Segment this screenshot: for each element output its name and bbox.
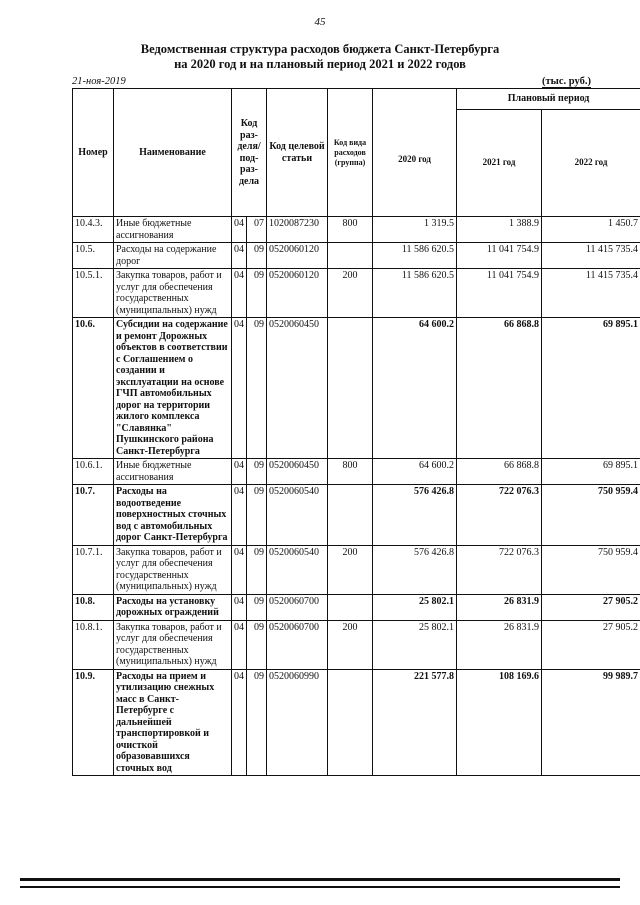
row-target-code: 1020087230 bbox=[267, 217, 328, 243]
row-name: Расходы на содержание дорог bbox=[114, 243, 232, 269]
row-razdel: 04 bbox=[232, 217, 247, 243]
row-amount-2021: 722 076.3 bbox=[457, 545, 542, 594]
row-number: 10.5.1. bbox=[73, 269, 114, 318]
row-target-code: 0520060990 bbox=[267, 669, 328, 776]
row-name: Расходы на прием и утилизацию снежных масс в Санкт-Петербурге с дальнейшей транспортировкой и очисткой образовавшихся сточных вод bbox=[114, 669, 232, 776]
row-vid-code: 800 bbox=[328, 217, 373, 243]
units-label: (тыс. руб.) bbox=[542, 76, 591, 87]
row-number: 10.9. bbox=[73, 669, 114, 776]
row-vid-code: 200 bbox=[328, 545, 373, 594]
footer-rule-thin bbox=[20, 886, 620, 888]
row-target-code: 0520060540 bbox=[267, 485, 328, 546]
row-podrazdel: 09 bbox=[247, 669, 267, 776]
row-amount-2020: 576 426.8 bbox=[373, 545, 457, 594]
row-amount-2022: 11 415 735.4 bbox=[542, 269, 640, 318]
row-name: Иные бюджетные ассигнования bbox=[114, 217, 232, 243]
table-row bbox=[73, 459, 640, 485]
row-amount-2020: 64 600.2 bbox=[373, 318, 457, 459]
footer-rule bbox=[20, 878, 620, 881]
page-number: 45 bbox=[314, 16, 326, 28]
row-podrazdel: 09 bbox=[247, 269, 267, 318]
table-row bbox=[73, 485, 640, 546]
table-row bbox=[73, 269, 640, 318]
row-amount-2022: 69 895.1 bbox=[542, 459, 640, 485]
row-number: 10.7.1. bbox=[73, 545, 114, 594]
row-amount-2020: 11 586 620.5 bbox=[373, 269, 457, 318]
row-razdel: 04 bbox=[232, 269, 247, 318]
header-2021: 2021 год bbox=[457, 110, 542, 217]
row-razdel: 04 bbox=[232, 545, 247, 594]
row-podrazdel: 09 bbox=[247, 620, 267, 669]
row-amount-2020: 25 802.1 bbox=[373, 594, 457, 620]
row-podrazdel: 09 bbox=[247, 545, 267, 594]
row-amount-2021: 26 831.9 bbox=[457, 594, 542, 620]
row-number: 10.6.1. bbox=[73, 459, 114, 485]
row-podrazdel: 09 bbox=[247, 594, 267, 620]
row-target-code: 0520060700 bbox=[267, 594, 328, 620]
row-name: Закупка товаров, работ и услуг для обеспечения государственных (муниципальных) нужд bbox=[114, 620, 232, 669]
row-vid-code: 200 bbox=[328, 620, 373, 669]
row-amount-2021: 66 868.8 bbox=[457, 459, 542, 485]
table-row bbox=[73, 620, 640, 669]
row-amount-2021: 108 169.6 bbox=[457, 669, 542, 776]
row-vid-code: 200 bbox=[328, 269, 373, 318]
header-name: Наименование bbox=[114, 89, 232, 217]
header-planned-period: Плановый период bbox=[457, 89, 640, 110]
row-podrazdel: 09 bbox=[247, 459, 267, 485]
row-target-code: 0520060120 bbox=[267, 269, 328, 318]
header-num: Номер bbox=[73, 89, 114, 217]
header-2020: 2020 год bbox=[373, 89, 457, 217]
row-vid-code bbox=[328, 243, 373, 269]
row-vid-code bbox=[328, 669, 373, 776]
row-amount-2020: 25 802.1 bbox=[373, 620, 457, 669]
title-line-2: на 2020 год и на плановый период 2021 и 2022 годов bbox=[174, 57, 466, 71]
row-number: 10.8. bbox=[73, 594, 114, 620]
table-row bbox=[73, 669, 640, 776]
table-row bbox=[73, 217, 640, 243]
row-amount-2021: 11 041 754.9 bbox=[457, 269, 542, 318]
row-name: Закупка товаров, работ и услуг для обеспечения государственных (муниципальных) нужд bbox=[114, 545, 232, 594]
row-amount-2022: 11 415 735.4 bbox=[542, 243, 640, 269]
document-title bbox=[0, 42, 640, 72]
row-amount-2021: 11 041 754.9 bbox=[457, 243, 542, 269]
row-amount-2020: 1 319.5 bbox=[373, 217, 457, 243]
budget-table bbox=[72, 88, 640, 776]
row-razdel: 04 bbox=[232, 485, 247, 546]
row-razdel: 04 bbox=[232, 594, 247, 620]
title-line-1: Ведомственная структура расходов бюджета Санкт-Петербурга bbox=[140, 42, 500, 56]
row-number: 10.5. bbox=[73, 243, 114, 269]
row-name: Расходы на установку дорожных ограждений bbox=[114, 594, 232, 620]
row-amount-2022: 27 905.2 bbox=[542, 620, 640, 669]
table-row bbox=[73, 243, 640, 269]
row-amount-2020: 576 426.8 bbox=[373, 485, 457, 546]
row-amount-2022: 69 895.1 bbox=[542, 318, 640, 459]
row-name: Закупка товаров, работ и услуг для обеспечения государственных (муниципальных) нужд bbox=[114, 269, 232, 318]
row-name: Расходы на водоотведение поверхностных сточных вод с автомобильных дорог Санкт-Петербурга bbox=[114, 485, 232, 546]
row-amount-2022: 1 450.7 bbox=[542, 217, 640, 243]
row-razdel: 04 bbox=[232, 243, 247, 269]
row-amount-2021: 722 076.3 bbox=[457, 485, 542, 546]
row-target-code: 0520060700 bbox=[267, 620, 328, 669]
row-vid-code bbox=[328, 594, 373, 620]
row-number: 10.4.3. bbox=[73, 217, 114, 243]
row-name: Иные бюджетные ассигнования bbox=[114, 459, 232, 485]
row-amount-2021: 1 388.9 bbox=[457, 217, 542, 243]
table-row bbox=[73, 545, 640, 594]
row-amount-2020: 11 586 620.5 bbox=[373, 243, 457, 269]
row-vid-code bbox=[328, 318, 373, 459]
table-row bbox=[73, 594, 640, 620]
row-amount-2022: 750 959.4 bbox=[542, 485, 640, 546]
row-name: Субсидии на содержание и ремонт Дорожных объектов в соответствии с Соглашением о создании и эксплуатации на основе ГЧП автомобильных дорог на территории жилого комплекса "Славянка" Пушкинского района Санкт-Петербурга bbox=[114, 318, 232, 459]
row-amount-2021: 66 868.8 bbox=[457, 318, 542, 459]
row-number: 10.6. bbox=[73, 318, 114, 459]
row-target-code: 0520060450 bbox=[267, 318, 328, 459]
row-amount-2022: 99 989.7 bbox=[542, 669, 640, 776]
row-target-code: 0520060450 bbox=[267, 459, 328, 485]
row-podrazdel: 07 bbox=[247, 217, 267, 243]
row-amount-2020: 64 600.2 bbox=[373, 459, 457, 485]
header-2022: 2022 год bbox=[542, 110, 640, 217]
header-vid: Код вида расходов (группа) bbox=[328, 89, 373, 217]
row-podrazdel: 09 bbox=[247, 243, 267, 269]
row-vid-code bbox=[328, 485, 373, 546]
row-razdel: 04 bbox=[232, 620, 247, 669]
row-amount-2021: 26 831.9 bbox=[457, 620, 542, 669]
row-number: 10.7. bbox=[73, 485, 114, 546]
table-row bbox=[73, 318, 640, 459]
row-amount-2022: 750 959.4 bbox=[542, 545, 640, 594]
row-podrazdel: 09 bbox=[247, 318, 267, 459]
row-target-code: 0520060120 bbox=[267, 243, 328, 269]
row-razdel: 04 bbox=[232, 669, 247, 776]
header-razdel: Код раз-деля/ под-раз-дела bbox=[232, 89, 267, 217]
row-amount-2020: 221 577.8 bbox=[373, 669, 457, 776]
row-razdel: 04 bbox=[232, 318, 247, 459]
header-target: Код целевой статьи bbox=[267, 89, 328, 217]
row-podrazdel: 09 bbox=[247, 485, 267, 546]
row-razdel: 04 bbox=[232, 459, 247, 485]
row-amount-2022: 27 905.2 bbox=[542, 594, 640, 620]
row-target-code: 0520060540 bbox=[267, 545, 328, 594]
row-vid-code: 800 bbox=[328, 459, 373, 485]
row-number: 10.8.1. bbox=[73, 620, 114, 669]
document-date: 21-ноя-2019 bbox=[72, 76, 126, 87]
